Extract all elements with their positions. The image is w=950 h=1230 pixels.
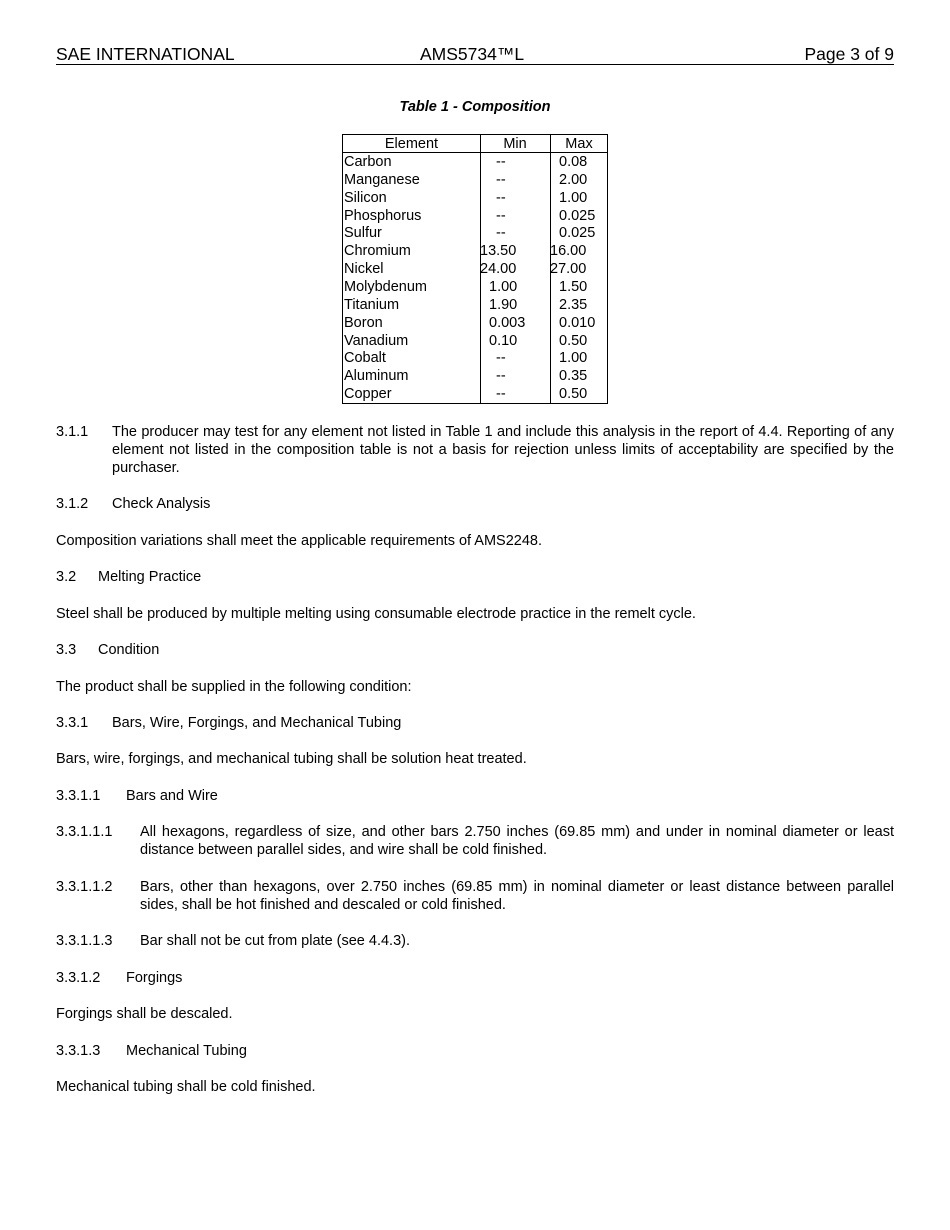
cell-element: Silicon [344, 189, 387, 206]
cell-min: -- [496, 171, 506, 188]
cell-max: 0.50 [559, 332, 588, 349]
section-number: 3.3.1.1.1 [56, 824, 113, 840]
cell-min: -- [496, 207, 506, 224]
section-number: 3.2 [56, 569, 77, 585]
section-text: Bar shall not be cut from plate (see 4.4.3). [140, 933, 410, 949]
cell-min: -- [496, 154, 506, 170]
cell-element: Cobalt [344, 350, 386, 367]
section-number: 3.3 [56, 642, 77, 658]
section-title: Forgings [126, 970, 183, 986]
section-3-3-1-1-2 [56, 878, 894, 914]
cell-max: 0.025 [559, 225, 596, 242]
column-header-max: Max [565, 136, 593, 152]
cell-max: 0.35 [559, 368, 588, 385]
header-org: SAE INTERNATIONAL [56, 44, 235, 64]
header-doc-id: AMS5734™L [420, 44, 525, 64]
section-number: 3.1.2 [56, 496, 89, 512]
section-title: Melting Practice [98, 569, 202, 585]
section-title: Bars and Wire [126, 788, 218, 804]
cell-max: 27.00 [550, 261, 587, 278]
section-title: Condition [98, 642, 160, 658]
cell-min: -- [496, 189, 506, 206]
section-number: 3.3.1.1.3 [56, 933, 113, 949]
cell-max: 1.00 [559, 350, 588, 367]
cell-element: Chromium [344, 243, 411, 260]
paragraph: Steel shall be produced by multiple melting using consumable electrode practice in the remelt cycle. [56, 606, 696, 622]
paragraph: Forgings shall be descaled. [56, 1006, 233, 1022]
paragraph: The product shall be supplied in the following condition: [56, 679, 412, 695]
section-number: 3.3.1.3 [56, 1043, 101, 1059]
section-number: 3.1.1 [56, 424, 89, 440]
section-number: 3.3.1 [56, 715, 89, 731]
cell-element: Phosphorus [344, 207, 422, 224]
cell-min: 0.003 [489, 314, 526, 331]
cell-element: Titanium [344, 296, 400, 313]
cell-max: 0.50 [559, 386, 588, 403]
paragraph: Mechanical tubing shall be cold finished. [56, 1079, 316, 1095]
section-3-1-1 [56, 423, 894, 477]
cell-min: -- [496, 386, 506, 403]
cell-min: 1.00 [489, 278, 518, 295]
cell-max: 0.010 [559, 314, 596, 331]
cell-min: 24.00 [480, 261, 517, 278]
cell-element: Manganese [344, 171, 420, 188]
cell-element: Aluminum [344, 368, 409, 385]
paragraph: Composition variations shall meet the applicable requirements of AMS2248. [56, 533, 543, 549]
cell-max: 2.35 [559, 296, 588, 313]
table-caption: Table 1 - Composition [399, 99, 551, 115]
cell-element: Vanadium [344, 332, 409, 349]
cell-max: 1.50 [559, 278, 588, 295]
section-text: Bars, other than hexagons, over 2.750 inches (69.85 mm) in nominal diameter or least distance between parallel sides, shall be hot finished and descaled or cold finished. [140, 879, 894, 913]
header-page-number: Page 3 of 9 [804, 44, 894, 64]
section-text: All hexagons, regardless of size, and other bars 2.750 inches (69.85 mm) and under in nominal diameter or least distance between parallel sides, and wire shall be cold finished. [140, 824, 894, 858]
cell-min: 1.90 [489, 296, 518, 313]
section-number: 3.3.1.1 [56, 788, 101, 804]
section-title: Check Analysis [112, 496, 211, 512]
cell-max: 1.00 [559, 189, 588, 206]
cell-min: 0.10 [489, 332, 518, 349]
cell-min: -- [496, 368, 506, 385]
composition-table [342, 134, 608, 404]
cell-min: -- [496, 225, 506, 242]
cell-element: Sulfur [344, 225, 382, 242]
column-header-element: Element [384, 136, 439, 152]
cell-element: Copper [344, 386, 392, 403]
cell-element: Boron [344, 314, 383, 331]
cell-max: 0.08 [559, 154, 588, 170]
cell-max: 16.00 [550, 243, 587, 260]
cell-max: 0.025 [559, 207, 596, 224]
column-header-min: Min [503, 136, 527, 152]
cell-min: 13.50 [480, 243, 517, 260]
cell-element: Nickel [344, 261, 384, 278]
page-header [56, 44, 894, 65]
paragraph: Bars, wire, forgings, and mechanical tubing shall be solution heat treated. [56, 751, 527, 767]
section-text: The producer may test for any element not listed in Table 1 and include this analysis in the report of 4.4. Reporting of any element not listed in the composition table is not a basis for rejection unless limits of acceptability are specified by the purchaser. [112, 424, 894, 476]
cell-max: 2.00 [559, 171, 588, 188]
section-number: 3.3.1.2 [56, 970, 101, 986]
section-title: Mechanical Tubing [126, 1043, 247, 1059]
cell-min: -- [496, 350, 506, 367]
section-title: Bars, Wire, Forgings, and Mechanical Tubing [112, 715, 402, 731]
cell-element: Carbon [344, 154, 392, 170]
section-3-3-1-1-1 [56, 823, 894, 859]
section-number: 3.3.1.1.2 [56, 879, 113, 895]
cell-element: Molybdenum [344, 278, 428, 295]
